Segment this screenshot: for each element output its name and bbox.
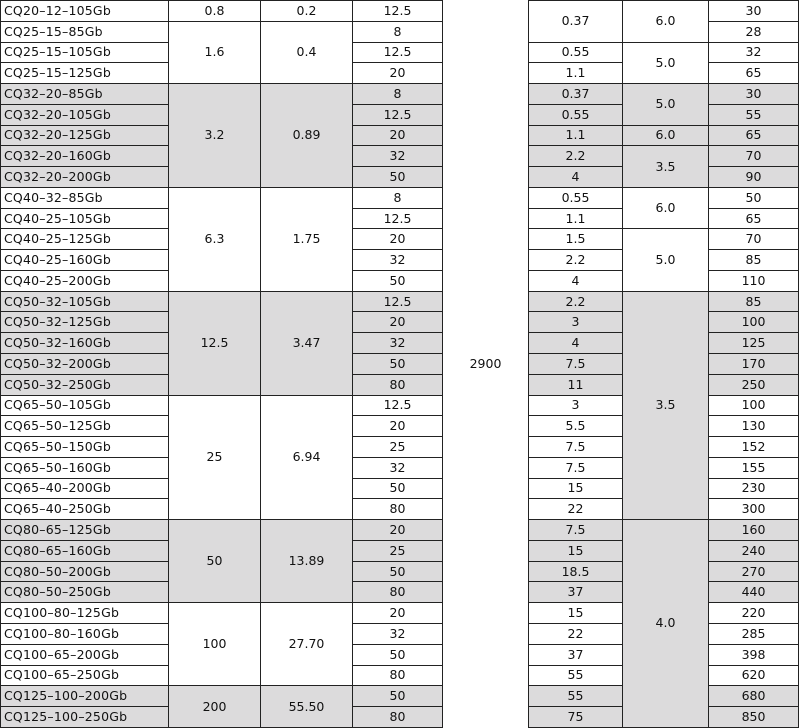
flow-m3h-cell: 200 bbox=[169, 686, 261, 728]
model-cell: CQ100–80–160Gb bbox=[1, 623, 169, 644]
flow-m3h-cell: 25 bbox=[169, 395, 261, 520]
flow-m3h-cell: 1.6 bbox=[169, 21, 261, 83]
weight-cell: 230 bbox=[709, 478, 799, 499]
weight-cell: 28 bbox=[709, 21, 799, 42]
weight-cell: 30 bbox=[709, 1, 799, 22]
model-cell: CQ50–32–105Gb bbox=[1, 291, 169, 312]
weight-cell: 130 bbox=[709, 416, 799, 437]
power-cell: 1.1 bbox=[529, 208, 623, 229]
head-cell: 20 bbox=[353, 312, 443, 333]
weight-cell: 220 bbox=[709, 603, 799, 624]
head-cell: 8 bbox=[353, 84, 443, 105]
npsh-cell: 5.0 bbox=[623, 229, 709, 291]
flow-ls-cell: 27.70 bbox=[261, 603, 353, 686]
speed-cell: 2900 bbox=[443, 1, 529, 728]
weight-cell: 170 bbox=[709, 354, 799, 375]
head-cell: 80 bbox=[353, 707, 443, 728]
head-cell: 12.5 bbox=[353, 291, 443, 312]
power-cell: 22 bbox=[529, 623, 623, 644]
head-cell: 20 bbox=[353, 603, 443, 624]
head-cell: 20 bbox=[353, 125, 443, 146]
power-cell: 7.5 bbox=[529, 437, 623, 458]
table-row bbox=[1, 187, 799, 208]
power-cell: 0.55 bbox=[529, 187, 623, 208]
power-cell: 3 bbox=[529, 312, 623, 333]
weight-cell: 90 bbox=[709, 167, 799, 188]
weight-cell: 65 bbox=[709, 125, 799, 146]
table-row bbox=[1, 1, 799, 22]
head-cell: 12.5 bbox=[353, 395, 443, 416]
power-cell: 55 bbox=[529, 686, 623, 707]
model-cell: CQ125–100–200Gb bbox=[1, 686, 169, 707]
table-row bbox=[1, 125, 799, 146]
head-cell: 20 bbox=[353, 63, 443, 84]
model-cell: CQ32–20–125Gb bbox=[1, 125, 169, 146]
power-cell: 37 bbox=[529, 582, 623, 603]
weight-cell: 285 bbox=[709, 623, 799, 644]
power-cell: 18.5 bbox=[529, 561, 623, 582]
power-cell: 0.55 bbox=[529, 104, 623, 125]
model-cell: CQ65–40–250Gb bbox=[1, 499, 169, 520]
flow-m3h-cell: 12.5 bbox=[169, 291, 261, 395]
head-cell: 12.5 bbox=[353, 1, 443, 22]
table-row bbox=[1, 229, 799, 250]
flow-ls-cell: 0.2 bbox=[261, 1, 353, 22]
head-cell: 80 bbox=[353, 582, 443, 603]
power-cell: 2.2 bbox=[529, 250, 623, 271]
power-cell: 2.2 bbox=[529, 146, 623, 167]
flow-m3h-cell: 3.2 bbox=[169, 84, 261, 188]
head-cell: 20 bbox=[353, 416, 443, 437]
weight-cell: 680 bbox=[709, 686, 799, 707]
head-cell: 20 bbox=[353, 520, 443, 541]
head-cell: 50 bbox=[353, 167, 443, 188]
model-cell: CQ100–65–200Gb bbox=[1, 644, 169, 665]
npsh-cell: 6.0 bbox=[623, 187, 709, 229]
model-cell: CQ40–25–160Gb bbox=[1, 250, 169, 271]
head-cell: 25 bbox=[353, 437, 443, 458]
model-cell: CQ40–25–105Gb bbox=[1, 208, 169, 229]
head-cell: 32 bbox=[353, 333, 443, 354]
weight-cell: 55 bbox=[709, 104, 799, 125]
weight-cell: 65 bbox=[709, 63, 799, 84]
flow-ls-cell: 0.89 bbox=[261, 84, 353, 188]
table-row bbox=[1, 42, 799, 63]
power-cell: 15 bbox=[529, 478, 623, 499]
npsh-cell: 4.0 bbox=[623, 520, 709, 728]
weight-cell: 152 bbox=[709, 437, 799, 458]
model-cell: CQ40–32–85Gb bbox=[1, 187, 169, 208]
power-cell: 2.2 bbox=[529, 291, 623, 312]
weight-cell: 85 bbox=[709, 291, 799, 312]
model-cell: CQ32–20–105Gb bbox=[1, 104, 169, 125]
table-row bbox=[1, 291, 799, 312]
weight-cell: 155 bbox=[709, 457, 799, 478]
flow-m3h-cell: 100 bbox=[169, 603, 261, 686]
flow-m3h-cell: 0.8 bbox=[169, 1, 261, 22]
flow-m3h-cell: 50 bbox=[169, 520, 261, 603]
power-cell: 22 bbox=[529, 499, 623, 520]
pump-spec-body bbox=[1, 1, 799, 728]
model-cell: CQ20–12–105Gb bbox=[1, 1, 169, 22]
power-cell: 0.55 bbox=[529, 42, 623, 63]
power-cell: 1.5 bbox=[529, 229, 623, 250]
npsh-cell: 6.0 bbox=[623, 125, 709, 146]
model-cell: CQ65–50–105Gb bbox=[1, 395, 169, 416]
model-cell: CQ80–50–200Gb bbox=[1, 561, 169, 582]
head-cell: 8 bbox=[353, 21, 443, 42]
weight-cell: 100 bbox=[709, 312, 799, 333]
weight-cell: 300 bbox=[709, 499, 799, 520]
head-cell: 80 bbox=[353, 499, 443, 520]
power-cell: 1.1 bbox=[529, 125, 623, 146]
weight-cell: 100 bbox=[709, 395, 799, 416]
weight-cell: 850 bbox=[709, 707, 799, 728]
table-row bbox=[1, 146, 799, 167]
power-cell: 4 bbox=[529, 270, 623, 291]
weight-cell: 240 bbox=[709, 540, 799, 561]
power-cell: 55 bbox=[529, 665, 623, 686]
model-cell: CQ40–25–200Gb bbox=[1, 270, 169, 291]
model-cell: CQ32–20–160Gb bbox=[1, 146, 169, 167]
weight-cell: 250 bbox=[709, 374, 799, 395]
table-row bbox=[1, 520, 799, 541]
power-cell: 7.5 bbox=[529, 520, 623, 541]
model-cell: CQ65–40–200Gb bbox=[1, 478, 169, 499]
head-cell: 80 bbox=[353, 665, 443, 686]
table-row bbox=[1, 84, 799, 105]
head-cell: 12.5 bbox=[353, 208, 443, 229]
flow-ls-cell: 1.75 bbox=[261, 187, 353, 291]
power-cell: 3 bbox=[529, 395, 623, 416]
flow-ls-cell: 3.47 bbox=[261, 291, 353, 395]
model-cell: CQ80–65–125Gb bbox=[1, 520, 169, 541]
head-cell: 32 bbox=[353, 146, 443, 167]
model-cell: CQ80–50–250Gb bbox=[1, 582, 169, 603]
model-cell: CQ32–20–200Gb bbox=[1, 167, 169, 188]
flow-ls-cell: 6.94 bbox=[261, 395, 353, 520]
weight-cell: 70 bbox=[709, 146, 799, 167]
power-cell: 37 bbox=[529, 644, 623, 665]
power-cell: 4 bbox=[529, 167, 623, 188]
head-cell: 50 bbox=[353, 561, 443, 582]
model-cell: CQ125–100–250Gb bbox=[1, 707, 169, 728]
power-cell: 75 bbox=[529, 707, 623, 728]
model-cell: CQ25–15–85Gb bbox=[1, 21, 169, 42]
flow-ls-cell: 55.50 bbox=[261, 686, 353, 728]
power-cell: 7.5 bbox=[529, 354, 623, 375]
head-cell: 12.5 bbox=[353, 42, 443, 63]
head-cell: 50 bbox=[353, 644, 443, 665]
weight-cell: 65 bbox=[709, 208, 799, 229]
flow-ls-cell: 0.4 bbox=[261, 21, 353, 83]
weight-cell: 85 bbox=[709, 250, 799, 271]
npsh-cell: 3.5 bbox=[623, 146, 709, 188]
power-cell: 1.1 bbox=[529, 63, 623, 84]
head-cell: 32 bbox=[353, 457, 443, 478]
model-cell: CQ50–32–200Gb bbox=[1, 354, 169, 375]
flow-ls-cell: 13.89 bbox=[261, 520, 353, 603]
weight-cell: 110 bbox=[709, 270, 799, 291]
power-cell: 15 bbox=[529, 603, 623, 624]
head-cell: 25 bbox=[353, 540, 443, 561]
power-cell: 0.37 bbox=[529, 84, 623, 105]
power-cell: 15 bbox=[529, 540, 623, 561]
model-cell: CQ50–32–160Gb bbox=[1, 333, 169, 354]
weight-cell: 160 bbox=[709, 520, 799, 541]
model-cell: CQ65–50–150Gb bbox=[1, 437, 169, 458]
npsh-cell: 5.0 bbox=[623, 42, 709, 84]
head-cell: 50 bbox=[353, 270, 443, 291]
npsh-cell: 6.0 bbox=[623, 1, 709, 43]
head-cell: 8 bbox=[353, 187, 443, 208]
head-cell: 20 bbox=[353, 229, 443, 250]
weight-cell: 70 bbox=[709, 229, 799, 250]
model-cell: CQ25–15–125Gb bbox=[1, 63, 169, 84]
weight-cell: 30 bbox=[709, 84, 799, 105]
weight-cell: 398 bbox=[709, 644, 799, 665]
head-cell: 50 bbox=[353, 354, 443, 375]
head-cell: 80 bbox=[353, 374, 443, 395]
weight-cell: 440 bbox=[709, 582, 799, 603]
weight-cell: 620 bbox=[709, 665, 799, 686]
head-cell: 50 bbox=[353, 478, 443, 499]
model-cell: CQ32–20–85Gb bbox=[1, 84, 169, 105]
model-cell: CQ40–25–125Gb bbox=[1, 229, 169, 250]
head-cell: 32 bbox=[353, 250, 443, 271]
power-cell: 4 bbox=[529, 333, 623, 354]
model-cell: CQ50–32–250Gb bbox=[1, 374, 169, 395]
flow-m3h-cell: 6.3 bbox=[169, 187, 261, 291]
weight-cell: 270 bbox=[709, 561, 799, 582]
weight-cell: 32 bbox=[709, 42, 799, 63]
power-cell: 7.5 bbox=[529, 457, 623, 478]
npsh-cell: 5.0 bbox=[623, 84, 709, 126]
model-cell: CQ65–50–160Gb bbox=[1, 457, 169, 478]
npsh-cell: 3.5 bbox=[623, 291, 709, 519]
weight-cell: 125 bbox=[709, 333, 799, 354]
head-cell: 50 bbox=[353, 686, 443, 707]
model-cell: CQ100–65–250Gb bbox=[1, 665, 169, 686]
model-cell: CQ80–65–160Gb bbox=[1, 540, 169, 561]
weight-cell: 50 bbox=[709, 187, 799, 208]
model-cell: CQ65–50–125Gb bbox=[1, 416, 169, 437]
head-cell: 12.5 bbox=[353, 104, 443, 125]
power-cell: 5.5 bbox=[529, 416, 623, 437]
power-cell: 0.37 bbox=[529, 1, 623, 43]
model-cell: CQ25–15–105Gb bbox=[1, 42, 169, 63]
model-cell: CQ100–80–125Gb bbox=[1, 603, 169, 624]
head-cell: 32 bbox=[353, 623, 443, 644]
power-cell: 11 bbox=[529, 374, 623, 395]
model-cell: CQ50–32–125Gb bbox=[1, 312, 169, 333]
